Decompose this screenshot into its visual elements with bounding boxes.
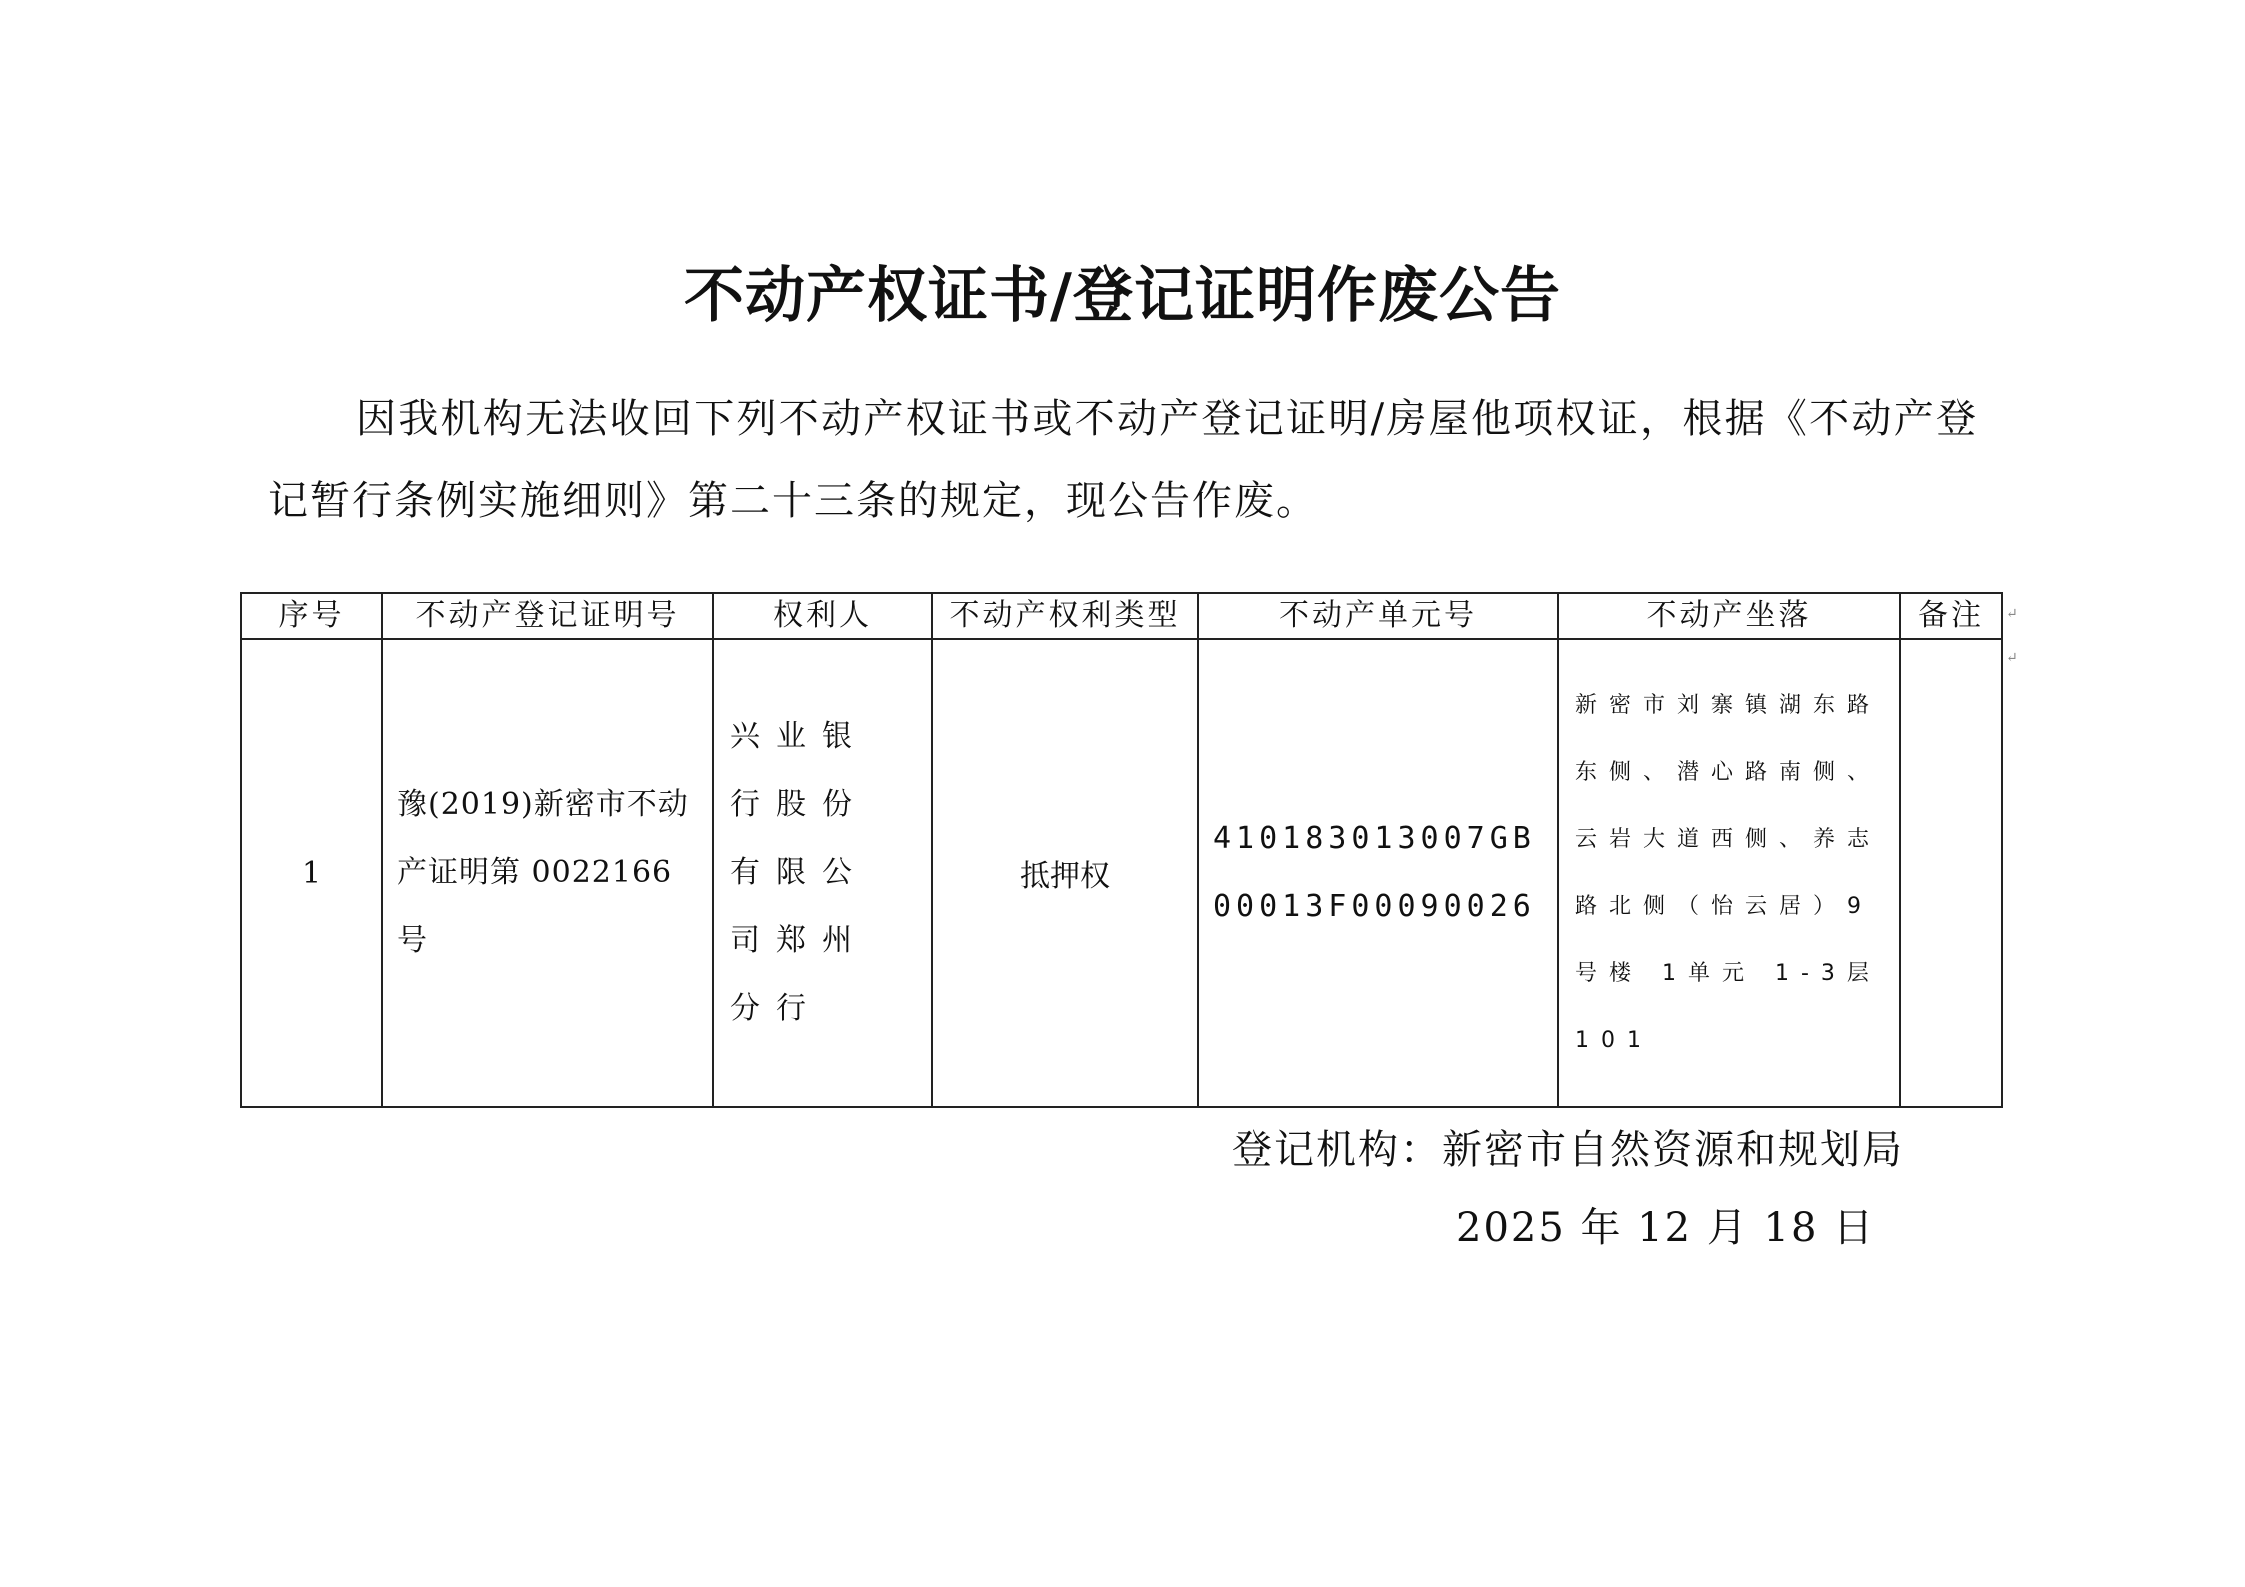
cell-holder: 兴业银行股份有限公司郑州分行 [713, 639, 932, 1107]
intro-paragraph: 因我机构无法收回下列不动产权证书或不动产登记证明/房屋他项权证，根据《不动产登记暂行条例实施细则》第二十三条的规定，现公告作废。 [268, 396, 1978, 524]
cell-cert-no: 豫(2019)新密市不动产证明第 0022166 号 [382, 639, 713, 1107]
table-row [241, 639, 2002, 1107]
void-records-table [240, 592, 2003, 1108]
cell-right-type: 抵押权 [932, 639, 1198, 1107]
header-holder: 权利人 [713, 593, 932, 639]
header-cert-no: 不动产登记证明号 [382, 593, 713, 639]
header-remark: 备注 [1900, 593, 2002, 639]
header-unit-no: 不动产单元号 [1198, 593, 1558, 639]
cell-unit-no: 410183013007GB00013F00090026 [1198, 639, 1558, 1107]
cell-remark [1900, 639, 2002, 1107]
header-index: 序号 [241, 593, 382, 639]
registration-authority: 登记机构：新密市自然资源和规划局 [1232, 1127, 1904, 1173]
table-edge-mark: ↵ [2006, 650, 2018, 666]
header-location: 不动产坐落 [1558, 593, 1900, 639]
announcement-date: 2025 年 12 月 18 日 [1456, 1205, 1876, 1251]
table-header-row [241, 593, 2002, 639]
document-title: 不动产权证书/登记证明作废公告 [684, 261, 1561, 331]
cell-location: 新密市刘寨镇湖东路东侧、潜心路南侧、云岩大道西侧、养志路北侧（怡云居）9号楼 1单元 1-3层 101 [1558, 639, 1900, 1107]
cell-index: 1 [241, 639, 382, 1107]
table-edge-mark: ↵ [2006, 606, 2018, 622]
header-right-type: 不动产权利类型 [932, 593, 1198, 639]
